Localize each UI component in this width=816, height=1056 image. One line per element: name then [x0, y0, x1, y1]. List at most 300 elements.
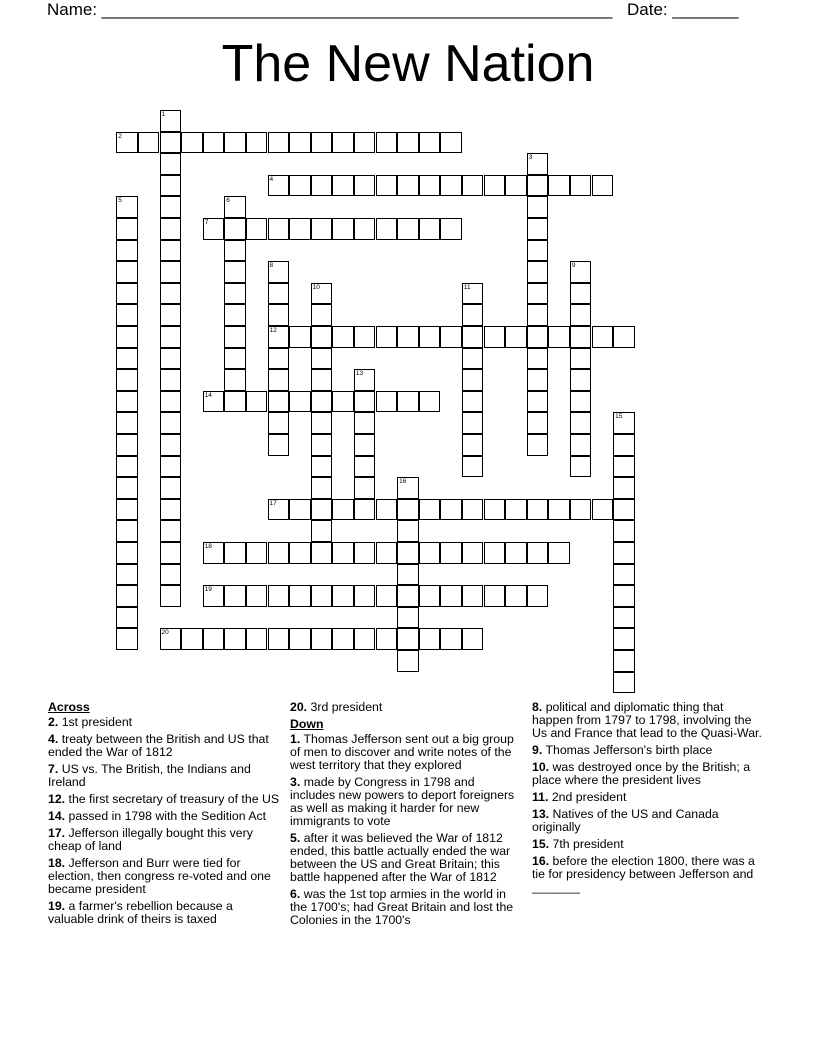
grid-cell[interactable]	[505, 499, 527, 521]
grid-cell[interactable]	[160, 218, 182, 240]
grid-cell[interactable]	[268, 542, 290, 564]
grid-cell[interactable]	[613, 650, 635, 672]
grid-cell[interactable]	[268, 261, 290, 283]
grid-cell[interactable]	[268, 304, 290, 326]
grid-cell[interactable]	[527, 326, 549, 348]
clue-number: 18	[204, 543, 212, 550]
clue-number-label: 7.	[48, 762, 59, 776]
grid-cell[interactable]	[527, 218, 549, 240]
grid-cell[interactable]	[332, 132, 354, 154]
grid-cell[interactable]	[116, 477, 138, 499]
clue-item	[532, 838, 764, 851]
grid-cell[interactable]	[440, 628, 462, 650]
clue-item	[290, 888, 522, 927]
grid-cell[interactable]	[613, 326, 635, 348]
grid-cell[interactable]	[311, 456, 333, 478]
grid-cell[interactable]	[354, 175, 376, 197]
grid-cell[interactable]	[116, 434, 138, 456]
grid-cell[interactable]	[116, 628, 138, 650]
grid-cell[interactable]	[116, 412, 138, 434]
grid-cell[interactable]	[440, 132, 462, 154]
grid-cell[interactable]	[613, 607, 635, 629]
grid-cell[interactable]	[613, 542, 635, 564]
grid-cell[interactable]	[570, 283, 592, 305]
grid-cell[interactable]	[332, 175, 354, 197]
clue-number-label: 13.	[532, 807, 550, 821]
grid-cell[interactable]	[570, 412, 592, 434]
grid-cell[interactable]	[311, 628, 333, 650]
grid-cell[interactable]	[570, 261, 592, 283]
grid-cell[interactable]	[311, 304, 333, 326]
grid-cell[interactable]	[354, 542, 376, 564]
grid-cell[interactable]	[246, 391, 268, 413]
grid-cell[interactable]	[527, 348, 549, 370]
grid-cell[interactable]	[613, 520, 635, 542]
grid-cell[interactable]	[419, 499, 441, 521]
grid-cell[interactable]	[613, 499, 635, 521]
grid-cell[interactable]	[440, 585, 462, 607]
grid-cell[interactable]	[613, 456, 635, 478]
grid-cell[interactable]	[289, 132, 311, 154]
grid-cell[interactable]	[419, 218, 441, 240]
grid-cell[interactable]	[203, 391, 225, 413]
grid-cell[interactable]	[570, 348, 592, 370]
grid-cell[interactable]	[332, 499, 354, 521]
grid-cell[interactable]	[224, 261, 246, 283]
grid-cell[interactable]	[354, 412, 376, 434]
grid-cell[interactable]	[527, 153, 549, 175]
grid-cell[interactable]	[289, 499, 311, 521]
grid-cell[interactable]	[397, 564, 419, 586]
grid-cell[interactable]	[268, 326, 290, 348]
grid-cell[interactable]	[160, 542, 182, 564]
grid-cell[interactable]	[268, 369, 290, 391]
grid-cell[interactable]	[311, 283, 333, 305]
grid-cell[interactable]	[419, 391, 441, 413]
grid-cell[interactable]	[224, 240, 246, 262]
clue-number: 2	[118, 132, 122, 140]
grid-cell[interactable]	[246, 542, 268, 564]
grid-cell[interactable]	[548, 175, 570, 197]
grid-cell[interactable]	[224, 348, 246, 370]
grid-cell[interactable]	[376, 326, 398, 348]
grid-cell[interactable]	[527, 175, 549, 197]
grid-cell[interactable]	[246, 585, 268, 607]
grid-cell[interactable]	[116, 585, 138, 607]
grid-cell[interactable]	[570, 326, 592, 348]
grid-cell[interactable]	[527, 283, 549, 305]
grid-cell[interactable]	[311, 585, 333, 607]
clue-number-label: 3.	[290, 775, 301, 789]
clue-item	[48, 733, 280, 759]
grid-cell[interactable]	[311, 391, 333, 413]
clue-number: 14	[204, 391, 212, 399]
grid-cell[interactable]	[289, 542, 311, 564]
clue-number-label: 1.	[290, 732, 301, 746]
clue-number-label: 2.	[48, 715, 59, 729]
grid-cell[interactable]	[462, 391, 484, 413]
grid-cell[interactable]	[419, 628, 441, 650]
clue-number: 16	[399, 478, 407, 486]
grid-cell[interactable]	[462, 456, 484, 478]
grid-cell[interactable]	[203, 132, 225, 154]
grid-cell[interactable]	[354, 456, 376, 478]
clue-text: a farmer's rebellion because a valuable drink of theirs is taxed	[48, 899, 233, 926]
grid-cell[interactable]	[570, 304, 592, 326]
clue-item	[48, 763, 280, 789]
grid-cell[interactable]	[548, 542, 570, 564]
grid-cell[interactable]	[268, 499, 290, 521]
grid-cell[interactable]	[397, 520, 419, 542]
grid-cell[interactable]	[224, 628, 246, 650]
grid-cell[interactable]	[160, 628, 182, 650]
grid-cell[interactable]	[440, 542, 462, 564]
clue-number: 13	[355, 370, 364, 378]
grid-cell[interactable]	[397, 585, 419, 607]
grid-cell[interactable]	[138, 132, 160, 154]
grid-cell[interactable]	[527, 499, 549, 521]
grid-cell[interactable]	[397, 218, 419, 240]
grid-cell[interactable]	[246, 218, 268, 240]
clue-number: 15	[615, 413, 623, 421]
grid-cell[interactable]	[440, 218, 462, 240]
grid-cell[interactable]	[527, 196, 549, 218]
grid-cell[interactable]	[354, 391, 376, 413]
grid-cell[interactable]	[462, 326, 484, 348]
grid-cell[interactable]	[332, 326, 354, 348]
grid-cell[interactable]	[462, 175, 484, 197]
grid-cell[interactable]	[376, 391, 398, 413]
grid-cell[interactable]	[224, 585, 246, 607]
grid-cell[interactable]	[268, 175, 290, 197]
grid-cell[interactable]	[268, 391, 290, 413]
grid-cell[interactable]	[613, 434, 635, 456]
grid-cell[interactable]	[116, 391, 138, 413]
grid-cell[interactable]	[592, 499, 614, 521]
clue-number-label: 20.	[290, 700, 308, 714]
grid-cell[interactable]	[160, 456, 182, 478]
grid-cell[interactable]	[354, 585, 376, 607]
grid-cell[interactable]	[548, 326, 570, 348]
clue-item	[290, 832, 522, 884]
grid-cell[interactable]	[505, 585, 527, 607]
grid-cell[interactable]	[570, 369, 592, 391]
grid-cell[interactable]	[160, 326, 182, 348]
grid-cell[interactable]	[376, 542, 398, 564]
grid-cell[interactable]	[397, 391, 419, 413]
grid-cell[interactable]	[160, 564, 182, 586]
grid-cell[interactable]	[268, 628, 290, 650]
grid-cell[interactable]	[224, 542, 246, 564]
grid-cell[interactable]	[613, 628, 635, 650]
grid-cell[interactable]	[203, 218, 225, 240]
grid-cell[interactable]	[613, 564, 635, 586]
grid-cell[interactable]	[332, 542, 354, 564]
grid-cell[interactable]	[289, 391, 311, 413]
grid-cell[interactable]	[203, 585, 225, 607]
grid-cell[interactable]	[354, 434, 376, 456]
grid-cell[interactable]	[160, 304, 182, 326]
grid-cell[interactable]	[354, 499, 376, 521]
grid-cell[interactable]	[311, 218, 333, 240]
clue-item	[48, 857, 280, 896]
grid-cell[interactable]	[181, 132, 203, 154]
grid-cell[interactable]	[592, 326, 614, 348]
grid-cell[interactable]	[592, 175, 614, 197]
grid-cell[interactable]	[462, 348, 484, 370]
grid-cell[interactable]	[419, 132, 441, 154]
grid-cell[interactable]	[419, 542, 441, 564]
grid-cell[interactable]	[160, 434, 182, 456]
grid-cell[interactable]	[160, 391, 182, 413]
grid-cell[interactable]	[224, 391, 246, 413]
grid-cell[interactable]	[397, 542, 419, 564]
grid-cell[interactable]	[332, 218, 354, 240]
grid-cell[interactable]	[311, 520, 333, 542]
clue-number-label: 19.	[48, 899, 66, 913]
grid-cell[interactable]	[397, 326, 419, 348]
grid-cell[interactable]	[311, 434, 333, 456]
grid-cell[interactable]	[246, 132, 268, 154]
grid-cell[interactable]	[116, 304, 138, 326]
clue-number-label: 14.	[48, 809, 66, 823]
clue-number: 3	[528, 154, 533, 162]
grid-cell[interactable]	[224, 196, 246, 218]
grid-cell[interactable]	[224, 369, 246, 391]
grid-cell[interactable]	[440, 175, 462, 197]
grid-cell[interactable]	[116, 607, 138, 629]
date-field-label: Date: _______	[627, 0, 739, 19]
grid-cell[interactable]	[397, 650, 419, 672]
grid-cell[interactable]	[397, 499, 419, 521]
grid-cell[interactable]	[376, 628, 398, 650]
grid-cell[interactable]	[527, 304, 549, 326]
grid-cell[interactable]	[160, 369, 182, 391]
grid-cell[interactable]	[160, 153, 182, 175]
grid-cell[interactable]	[613, 585, 635, 607]
grid-cell[interactable]	[354, 477, 376, 499]
grid-cell[interactable]	[160, 175, 182, 197]
grid-cell[interactable]	[289, 326, 311, 348]
clue-item	[290, 701, 522, 714]
grid-cell[interactable]	[548, 499, 570, 521]
grid-cell[interactable]	[268, 348, 290, 370]
grid-cell[interactable]	[527, 412, 549, 434]
grid-cell[interactable]	[505, 175, 527, 197]
grid-cell[interactable]	[613, 672, 635, 694]
grid-cell[interactable]	[116, 542, 138, 564]
clue-text: US vs. The British, the Indians and Ireland	[48, 762, 251, 789]
clue-text: Jefferson illegally bought this very cheap of land	[48, 826, 253, 853]
grid-cell[interactable]	[397, 175, 419, 197]
grid-cell[interactable]	[160, 196, 182, 218]
grid-cell[interactable]	[224, 218, 246, 240]
grid-cell[interactable]	[311, 542, 333, 564]
grid-cell[interactable]	[116, 499, 138, 521]
clue-number-label: 8.	[532, 700, 543, 714]
grid-cell[interactable]	[289, 218, 311, 240]
grid-cell[interactable]	[160, 499, 182, 521]
section-heading-across: Across	[48, 700, 90, 714]
clue-text: Natives of the US and Canada originally	[532, 807, 719, 834]
grid-cell[interactable]	[311, 348, 333, 370]
grid-cell[interactable]	[160, 283, 182, 305]
grid-cell[interactable]	[354, 326, 376, 348]
grid-cell[interactable]	[311, 175, 333, 197]
grid-cell[interactable]	[311, 132, 333, 154]
grid-cell[interactable]	[419, 175, 441, 197]
clue-number: 20	[161, 629, 169, 637]
grid-cell[interactable]	[116, 348, 138, 370]
page-title: The New Nation	[221, 35, 595, 93]
clue-number-label: 18.	[48, 856, 66, 870]
grid-cell[interactable]	[462, 542, 484, 564]
grid-cell[interactable]	[268, 412, 290, 434]
grid-cell[interactable]	[160, 261, 182, 283]
clue-text: Thomas Jefferson sent out a big group of men to discover and write notes of the west territory that they explored	[290, 732, 514, 772]
grid-cell[interactable]	[116, 564, 138, 586]
grid-cell[interactable]	[376, 585, 398, 607]
grid-cell[interactable]	[505, 326, 527, 348]
grid-cell[interactable]	[332, 628, 354, 650]
grid-cell[interactable]	[397, 607, 419, 629]
grid-cell[interactable]	[116, 196, 138, 218]
grid-cell[interactable]	[332, 585, 354, 607]
grid-cell[interactable]	[311, 499, 333, 521]
name-field-label: Name: ______________________________________________________	[47, 0, 613, 19]
grid-cell[interactable]	[160, 132, 182, 154]
grid-cell[interactable]	[116, 261, 138, 283]
grid-cell[interactable]	[311, 369, 333, 391]
clue-text: before the election 1800, there was a tie for presidency between Jefferson and _______	[532, 854, 755, 894]
grid-cell[interactable]	[570, 434, 592, 456]
grid-cell[interactable]	[484, 175, 506, 197]
grid-cell[interactable]	[160, 348, 182, 370]
grid-cell[interactable]	[268, 434, 290, 456]
grid-cell[interactable]	[527, 542, 549, 564]
grid-cell[interactable]	[246, 628, 268, 650]
grid-cell[interactable]	[419, 326, 441, 348]
grid-cell[interactable]	[570, 499, 592, 521]
grid-cell[interactable]	[160, 477, 182, 499]
clue-item	[532, 808, 764, 834]
grid-cell[interactable]	[203, 542, 225, 564]
grid-cell[interactable]	[527, 391, 549, 413]
grid-cell[interactable]	[484, 499, 506, 521]
grid-cell[interactable]	[224, 326, 246, 348]
grid-cell[interactable]	[116, 456, 138, 478]
grid-cell[interactable]	[570, 391, 592, 413]
grid-cell[interactable]	[462, 369, 484, 391]
grid-cell[interactable]	[462, 412, 484, 434]
clue-number: 5	[118, 197, 122, 205]
grid-cell[interactable]	[224, 304, 246, 326]
grid-cell[interactable]	[527, 585, 549, 607]
grid-cell[interactable]	[527, 261, 549, 283]
grid-cell[interactable]	[354, 218, 376, 240]
clue-number-label: 15.	[532, 837, 550, 851]
grid-cell[interactable]	[440, 499, 462, 521]
grid-cell[interactable]	[376, 175, 398, 197]
grid-cell[interactable]	[311, 412, 333, 434]
grid-cell[interactable]	[376, 499, 398, 521]
grid-cell[interactable]	[116, 520, 138, 542]
clue-number: 11	[463, 283, 471, 291]
grid-cell[interactable]	[484, 542, 506, 564]
grid-cell[interactable]	[116, 132, 138, 154]
grid-cell[interactable]	[160, 520, 182, 542]
grid-cell[interactable]	[397, 477, 419, 499]
grid-cell[interactable]	[268, 283, 290, 305]
grid-cell[interactable]	[289, 175, 311, 197]
grid-cell[interactable]	[160, 240, 182, 262]
grid-cell[interactable]	[462, 283, 484, 305]
grid-cell[interactable]	[268, 218, 290, 240]
grid-cell[interactable]	[376, 218, 398, 240]
grid-cell[interactable]	[354, 628, 376, 650]
grid-cell[interactable]	[116, 369, 138, 391]
grid-cell[interactable]	[397, 132, 419, 154]
grid-cell[interactable]	[268, 585, 290, 607]
grid-cell[interactable]	[419, 585, 441, 607]
grid-cell[interactable]	[397, 628, 419, 650]
grid-cell[interactable]	[462, 585, 484, 607]
grid-cell[interactable]	[311, 477, 333, 499]
grid-cell[interactable]	[462, 628, 484, 650]
grid-cell[interactable]	[224, 132, 246, 154]
grid-cell[interactable]	[527, 434, 549, 456]
grid-cell[interactable]	[268, 132, 290, 154]
grid-cell[interactable]	[289, 628, 311, 650]
grid-cell[interactable]	[116, 218, 138, 240]
clue-column-1	[48, 701, 280, 930]
clue-number: 12	[269, 327, 277, 334]
clue-number: 9	[571, 262, 576, 270]
grid-cell[interactable]	[570, 175, 592, 197]
grid-cell[interactable]	[462, 499, 484, 521]
grid-cell[interactable]	[160, 412, 182, 434]
clue-item	[48, 716, 280, 729]
grid-cell[interactable]	[181, 628, 203, 650]
grid-cell[interactable]	[440, 326, 462, 348]
grid-cell[interactable]	[203, 628, 225, 650]
grid-cell[interactable]	[376, 132, 398, 154]
grid-cell[interactable]	[484, 585, 506, 607]
grid-cell[interactable]	[354, 369, 376, 391]
grid-cell[interactable]	[462, 304, 484, 326]
grid-cell[interactable]	[570, 456, 592, 478]
grid-cell[interactable]	[484, 326, 506, 348]
clue-number-label: 16.	[532, 854, 550, 868]
grid-cell[interactable]	[462, 434, 484, 456]
grid-cell[interactable]	[160, 110, 182, 132]
grid-cell[interactable]	[613, 477, 635, 499]
grid-cell[interactable]	[527, 369, 549, 391]
grid-cell[interactable]	[311, 326, 333, 348]
grid-cell[interactable]	[354, 132, 376, 154]
grid-cell[interactable]	[116, 283, 138, 305]
grid-cell[interactable]	[289, 585, 311, 607]
grid-cell[interactable]	[160, 585, 182, 607]
grid-cell[interactable]	[224, 283, 246, 305]
grid-cell[interactable]	[527, 240, 549, 262]
grid-cell[interactable]	[613, 412, 635, 434]
grid-cell[interactable]	[505, 542, 527, 564]
clue-text: 1st president	[61, 715, 133, 729]
grid-cell[interactable]	[332, 391, 354, 413]
grid-cell[interactable]	[116, 326, 138, 348]
grid-cell[interactable]	[116, 240, 138, 262]
